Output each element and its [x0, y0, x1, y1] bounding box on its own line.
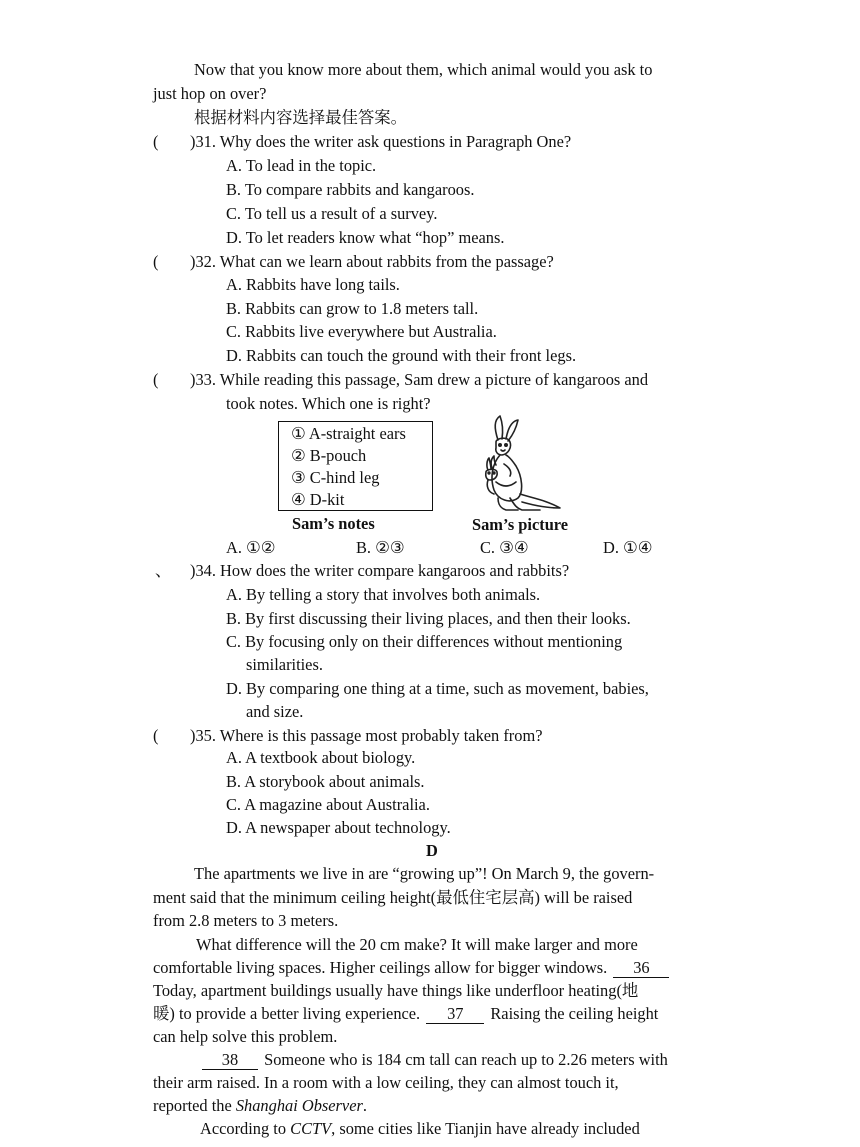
option-b: B. To compare rabbits and kangaroos.	[226, 180, 475, 199]
intro-line: Now that you know more about them, which animal would you ask to	[194, 60, 653, 79]
option-b: B. A storybook about animals.	[226, 772, 425, 791]
paragraph-line	[153, 1096, 367, 1116]
paragraph-line: their arm raised. In a room with a low ceiling, they can almost touch it,	[153, 1073, 619, 1092]
blank-38: 38	[202, 1051, 258, 1070]
option-c: C. By focusing only on their differences without mentioning	[226, 632, 623, 651]
option-d: D. Rabbits can touch the ground with their front legs.	[226, 346, 577, 365]
option-b: B. Rabbits can grow to 1.8 meters tall.	[226, 299, 479, 318]
paragraph-line	[200, 1119, 640, 1139]
question-stem: )35. Where is this passage most probably taken from?	[190, 726, 543, 745]
question-stem: took notes. Which one is right?	[226, 394, 431, 413]
paragraph-line: from 2.8 meters to 3 meters.	[153, 911, 339, 930]
source-name: Shanghai Observer	[235, 1096, 363, 1115]
paragraph-line	[153, 1004, 658, 1024]
option-b: B. By first discussing their living places, and then their looks.	[226, 609, 631, 628]
option-d: D. ①④	[603, 538, 653, 557]
option-c: C. To tell us a result of a survey.	[226, 204, 438, 223]
paragraph-text: According to	[200, 1119, 287, 1138]
option-d-cont: and size.	[246, 702, 304, 721]
paragraph-line: ment said that the minimum ceiling height(最低住宅层高) will be raised	[153, 888, 633, 907]
notes-box	[278, 421, 433, 511]
answer-paren: 、	[155, 561, 172, 580]
paragraph-line: What difference will the 20 cm make? It will make larger and more	[196, 935, 638, 954]
option-d: D. By comparing one thing at a time, such as movement, babies,	[226, 679, 649, 698]
paragraph-text: 暖) to provide a better living experience.	[153, 1004, 421, 1023]
paragraph-text: .	[362, 1096, 367, 1115]
paragraph-line: can help solve this problem.	[153, 1027, 338, 1046]
paragraph-line	[200, 1050, 668, 1070]
instruction: 根据材料内容选择最佳答案。	[194, 108, 408, 127]
note-item: ① A-straight ears	[291, 424, 406, 443]
option-b: B. ②③	[356, 538, 405, 557]
paragraph-text: Someone who is 184 cm tall can reach up to 2.26 meters with	[264, 1050, 668, 1069]
kangaroo-picture	[470, 412, 570, 516]
answer-paren: (	[153, 726, 159, 745]
question-stem: )31. Why does the writer ask questions in Paragraph One?	[190, 132, 572, 151]
option-c: C. Rabbits live everywhere but Australia.	[226, 322, 497, 341]
section-heading: D	[426, 841, 438, 860]
question-stem: )33. While reading this passage, Sam drew a picture of kangaroos and	[190, 370, 649, 389]
option-c-cont: similarities.	[246, 655, 323, 674]
question-stem: )32. What can we learn about rabbits from the passage?	[190, 252, 554, 271]
answer-paren: (	[153, 132, 159, 151]
option-a: A. To lead in the topic.	[226, 156, 377, 175]
question-stem: )34. How does the writer compare kangaroos and rabbits?	[190, 561, 570, 580]
answer-paren: (	[153, 370, 159, 389]
option-d: D. To let readers know what “hop” means.	[226, 228, 505, 247]
source-name: CCTV	[290, 1119, 332, 1138]
note-item: ④ D-kit	[291, 490, 345, 509]
picture-caption: Sam’s picture	[472, 515, 569, 534]
paragraph-line: The apartments we live in are “growing up”! On March 9, the govern-	[194, 864, 655, 883]
blank-37: 37	[426, 1005, 484, 1024]
notes-caption: Sam’s notes	[292, 514, 375, 533]
note-item: ③ C-hind leg	[291, 468, 380, 487]
answer-paren: (	[153, 252, 159, 271]
intro-line: just hop on over?	[153, 84, 267, 103]
paragraph-line	[153, 958, 671, 978]
option-c: C. A magazine about Australia.	[226, 795, 430, 814]
option-a: A. By telling a story that involves both animals.	[226, 585, 541, 604]
option-a: A. ①②	[226, 538, 276, 557]
option-a: A. Rabbits have long tails.	[226, 275, 400, 294]
note-item: ② B-pouch	[291, 446, 367, 465]
paragraph-text: comfortable living spaces. Higher ceilings allow for bigger windows.	[153, 958, 608, 977]
paragraph-text: , some cities like Tianjin have already included	[331, 1119, 640, 1138]
option-d: D. A newspaper about technology.	[226, 818, 451, 837]
blank-36: 36	[613, 959, 669, 978]
paragraph-text: reported the	[153, 1096, 232, 1115]
option-c: C. ③④	[480, 538, 529, 557]
option-a: A. A textbook about biology.	[226, 748, 416, 767]
paragraph-text: Raising the ceiling height	[490, 1004, 659, 1023]
paragraph-line: Today, apartment buildings usually have things like underfloor heating(地	[153, 981, 639, 1000]
